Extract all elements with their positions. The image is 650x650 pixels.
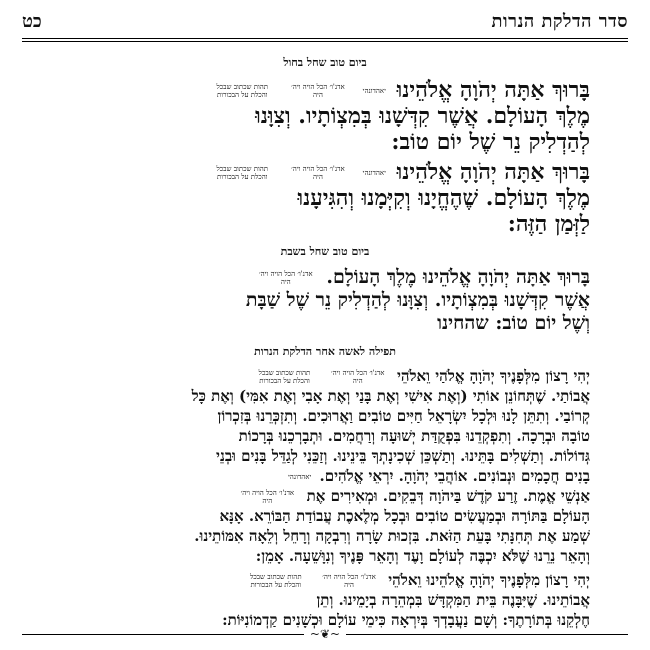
prayer-line (60, 570, 590, 590)
ornament-icon: ~❦~ (309, 627, 341, 641)
blessing-line (60, 77, 590, 103)
header-rule-inner (22, 41, 628, 42)
temple-prayer (60, 570, 590, 630)
blessing-line-text: בָּרוּךְ אַתָּה יְהֹוָהָ אֱלֹהֵינוּ (396, 77, 590, 103)
prayer-line-text: אַנְשֵׁי אֱמֶת. זֶרַע קֹדֶשׁ בַּיהֹוָה דְּבֵקִים. וּמְאִירִים אֶת (306, 487, 590, 505)
marginal-note: יאהדונהי (362, 87, 386, 95)
blessing-line: לְהַדְלִיק נֵר שֶׁל יוֹם טוֹב: (391, 129, 590, 155)
woman-prayer (60, 366, 590, 566)
prayer-line: גְּדוֹלוֹת. וְתַשְׁלִים בָּתֵּינוּ. וְתַשְׁכֵּן שְׁכִינָתְךָ בֵּינֵינוּ. וְזַכֵּנִי לְגַדֵּל בָּנִים וּבְנֵי (216, 447, 590, 465)
marginal-note: אדנ'ו׳ הכל הויה ויה׳ היה (322, 573, 376, 589)
blessing-shehecheyanu (60, 159, 590, 237)
prayer-line (60, 366, 590, 386)
marginal-note: תהות שכתוב שבכל והכלת על הבכורות (258, 369, 311, 385)
prayer-line: אֲבוֹתֵינוּ. שֶׁיִּבָּנֶה בֵּית הַמִּקְדָּשׁ בִּמְהֵרָה בְיָמֵינוּ. וְתֵן (316, 591, 590, 609)
divider-line (346, 634, 628, 635)
prayer-line-text: יְהִי רָצוֹן מִלְּפָנֶיךָ יְהֹוָהָ אֱלֹהֵינוּ וֵאלֹהֵי (388, 571, 590, 589)
divider-line (22, 634, 304, 635)
prayer-line: וְהָאֵר נֵרֵנוּ שֶׁלֹּא יִכְבֶּה לְעוֹלָם וָעֶד וְהָאֵר פָּנֶיךָ וְנִוָּשֵׁעָה. אָמֵן: (255, 547, 590, 565)
marginal-note: תהות שכתוב שבכל והכלת על הבכורות (216, 165, 269, 181)
blessing-candle-lighting (60, 77, 590, 155)
marginal-note: יאהדונהי (287, 473, 312, 481)
prayer-line (60, 486, 590, 506)
prayer-line: חֶלְקֵנוּ בְּתוֹרָתֶךָ: וְשָׁם נַעֲבָדְךָ בְּיִרְאָה כִּימֵי עוֹלָם וּכְשָׁנִים קַדְמוֹנִיּוֹת: (222, 611, 590, 629)
blessing-shabbat-holiday (60, 266, 590, 335)
header-rule (22, 38, 628, 39)
blessing-line: לַזְּמַן הַזֶּה: (507, 211, 590, 237)
prayer-line (60, 466, 590, 486)
blessing-line: וְשֶׁל יוֹם טוֹב: שהחינו (437, 312, 590, 334)
page-number: כט (22, 10, 42, 32)
page-content (60, 52, 590, 630)
blessing-line: מֶלֶךְ הָעוֹלָם. אֲשֶׁר קִדְּשָׁנוּ בְּמִצְוֹתָיו. וְצִוָּנוּ (255, 103, 590, 129)
marginal-note: יאהדונהי (362, 169, 386, 177)
blessing-line: מֶלֶךְ הָעוֹלָם. שֶׁהֶחֱיָנוּ וְקִיְּמָנוּ וְהִגִּיעָנוּ (297, 185, 590, 211)
marginal-note: אדנ'ו׳ הכל הויה ויה׳ היה (240, 489, 295, 505)
marginal-note: אדנ'ו׳ הכל הויה ויה׳ היה (291, 165, 345, 181)
prayer-line: אֲבוֹתַי. שֶׁתְּחוֹנֵן אוֹתִי (וְאֶת אִישִׁי וְאֶת בָּנַי וְאֶת אָבִי וְאֶת אִמִּי) וְאֶת כָּל (191, 387, 590, 405)
blessing-line-text: בָּרוּךְ אַתָּה יְהֹוָהָ אֱלֹהֵינוּ (396, 159, 590, 185)
prayer-line: שְׁמַע אֶת תְּחִנָּתִי בָּעֵת הַזֹּאת. בִּזְכוּת שָׂרָה וְרִבְקָה וְרָחֵל וְלֵאָה אִמּוֹתֵינוּ. (194, 527, 590, 545)
prayer-line-text: יְהִי רָצוֹן מִלְּפָנֶיךָ יְהֹוָהָ אֱלֹהַי וֵאלֹהֵי (396, 367, 590, 385)
running-title: סדר הדלקת הנרות (491, 10, 628, 32)
section-title-holiday-weekday: ביום טוב שחל בחול (283, 56, 367, 69)
prayer-line: טוֹבָה וּבְרָכָה. וְתִפְקְדֵנוּ בִּפְקֻדַּת יְשׁוּעָה וְרַחֲמִים. וּתְבָרְכֵנוּ בְּרָכוֹת (238, 427, 590, 445)
blessing-line (60, 266, 590, 289)
prayer-line-text: בָנִים חֲכָמִים וּנְבוֹנִים. אוֹהֲבֵי יְהֹוָהָ. יִרְאֵי אֱלֹהִים. (319, 467, 590, 485)
page-header (22, 8, 628, 34)
marginal-note: אדנ'ו׳ הכל הויה ויה׳ היה (291, 83, 345, 99)
blessing-line-text: בָּרוּךְ אַתָּה יְהֹוָהָ אֱלֹהֵינוּ מֶלֶךְ הָעוֹלָם. (326, 266, 590, 288)
marginal-note: תהות שכתוב שבכל והכלת על הבכורות (249, 573, 302, 589)
footer-divider (22, 627, 628, 641)
section-title-holiday-shabbat: ביום טוב שחל בשבת (280, 245, 370, 258)
marginal-note: אדנ'ו׳ הכל הויה ויה׳ היה (330, 369, 385, 385)
prayer-line: קְרוֹבַי. וְתִתֵּן לָנוּ וּלְכָל יִשְׂרָאֵל חַיִּים טוֹבִים וַאֲרוּכִים. וְתִזְכְּרֵנוּ בְּזִכְרוֹן (217, 407, 590, 425)
section-title-woman-prayer: תפילה לאשה אחר הדלקת הנרות (254, 345, 396, 358)
prayer-line: הָעוֹלָם בַּתּוֹרָה וּבְמַעֲשִׂים טוֹבִים וּבְכָל מְלֶאכֶת עֲבוֹדַת הַבּוֹרֵא. אָנָּא (219, 507, 590, 525)
marginal-note: אדנ'ו׳ הכל הויה ויה׳ היה (259, 270, 313, 286)
marginal-note: תהות שכתוב שבכל והכלת על הבכורות (216, 83, 269, 99)
blessing-line: אֲשֶׁר קִדְּשָׁנוּ בְּמִצְוֹתָיו. וְצִוָּנוּ לְהַדְלִיק נֵר שֶׁל שַׁבָּת (245, 289, 590, 311)
blessing-line (60, 159, 590, 185)
